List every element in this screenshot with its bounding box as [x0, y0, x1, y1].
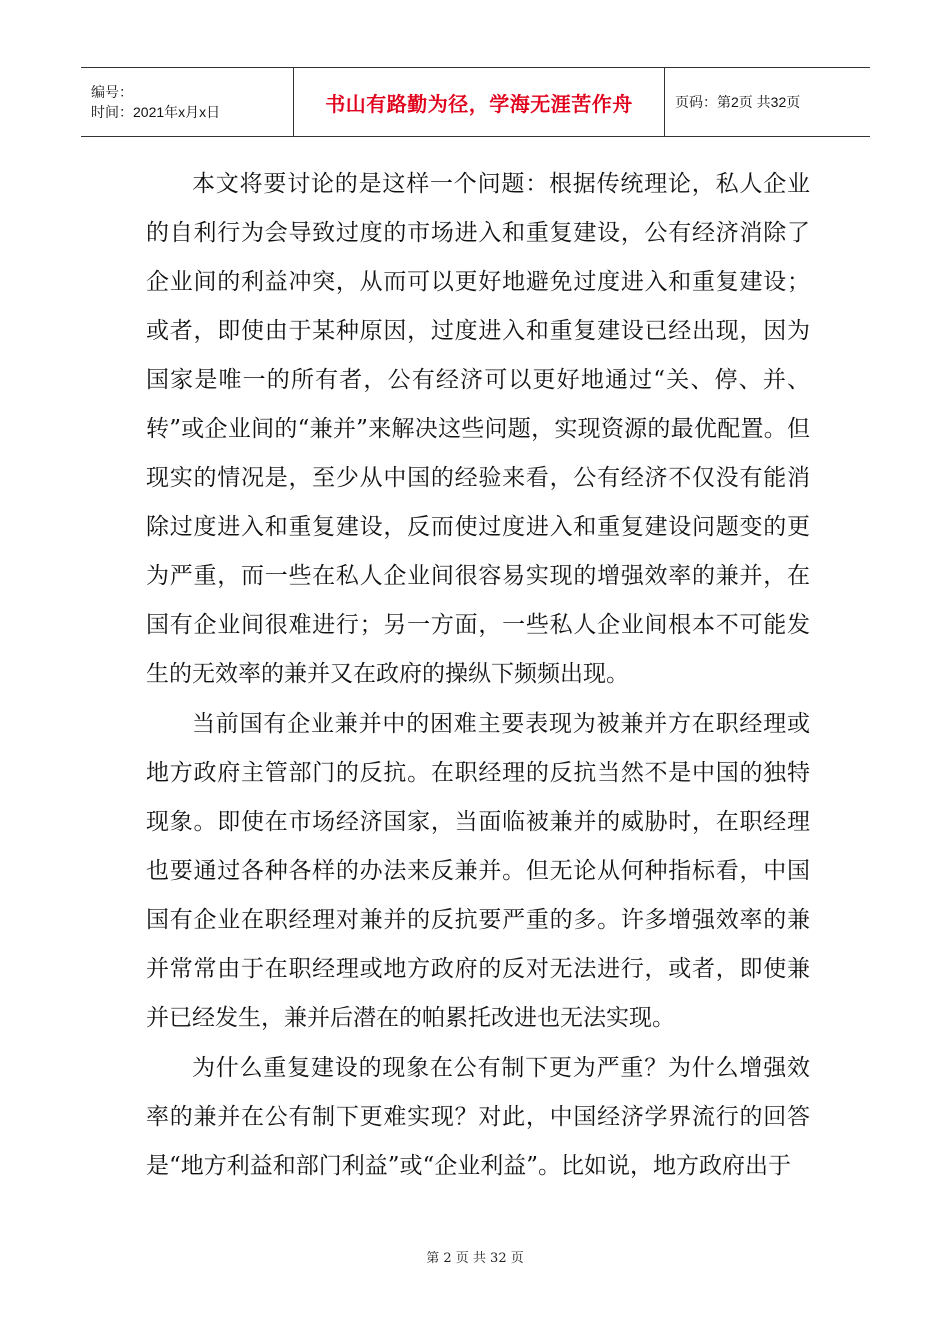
document-number-label: 编号： [91, 84, 133, 100]
document-body [146, 160, 810, 1192]
document-time-label: 时间：2021年x月x日 [91, 104, 221, 120]
header-motto: 书山有路勤为径，学海无涯苦作舟 [294, 68, 665, 137]
header-meta [81, 68, 294, 137]
page-footer: 第 2 页 共 32 页 [426, 1251, 524, 1266]
header-page-info: 页码：第2页 共32页 [665, 68, 871, 137]
paragraph: 为什么重复建设的现象在公有制下更为严重？为什么增强效率的兼并在公有制下更难实现？对此，中国经济学界流行的回答是“地方利益和部门利益”或“企业利益”。比如说，地方政府出于 [146, 1055, 810, 1179]
paragraph: 本文将要讨论的是这样一个问题：根据传统理论，私人企业的自利行为会导致过度的市场进入和重复建设，公有经济消除了企业间的利益冲突，从而可以更好地避免过度进入和重复建设；或者，即使由于某种原因，过度进入和重复建设已经出现，因为国家是唯一的所有者，公有经济可以更好地通过“关、停、并、转”或企业间的“兼并”来解决这些问题，实现资源的最优配置。但现实的情况是，至少从中国的经验来看，公有经济不仅没有能消除过度进入和重复建设，反而使过度进入和重复建设问题变的更为严重，而一些在私人企业间很容易实现的增强效率的兼并，在国有企业间很难进行；另一方面，一些私人企业间根本不可能发生的无效率的兼并又在政府的操纵下频频出现。 [146, 171, 810, 687]
document-header [81, 67, 870, 137]
paragraph: 当前国有企业兼并中的困难主要表现为被兼并方在职经理或地方政府主管部门的反抗。在职经理的反抗当然不是中国的独特现象。即使在市场经济国家，当面临被兼并的威胁时，在职经理也要通过各种各样的办法来反兼并。但无论从何种指标看，中国国有企业在职经理对兼并的反抗要严重的多。许多增强效率的兼并常常由于在职经理或地方政府的反对无法进行，或者，即使兼并已经发生，兼并后潜在的帕累托改进也无法实现。 [146, 711, 810, 1031]
